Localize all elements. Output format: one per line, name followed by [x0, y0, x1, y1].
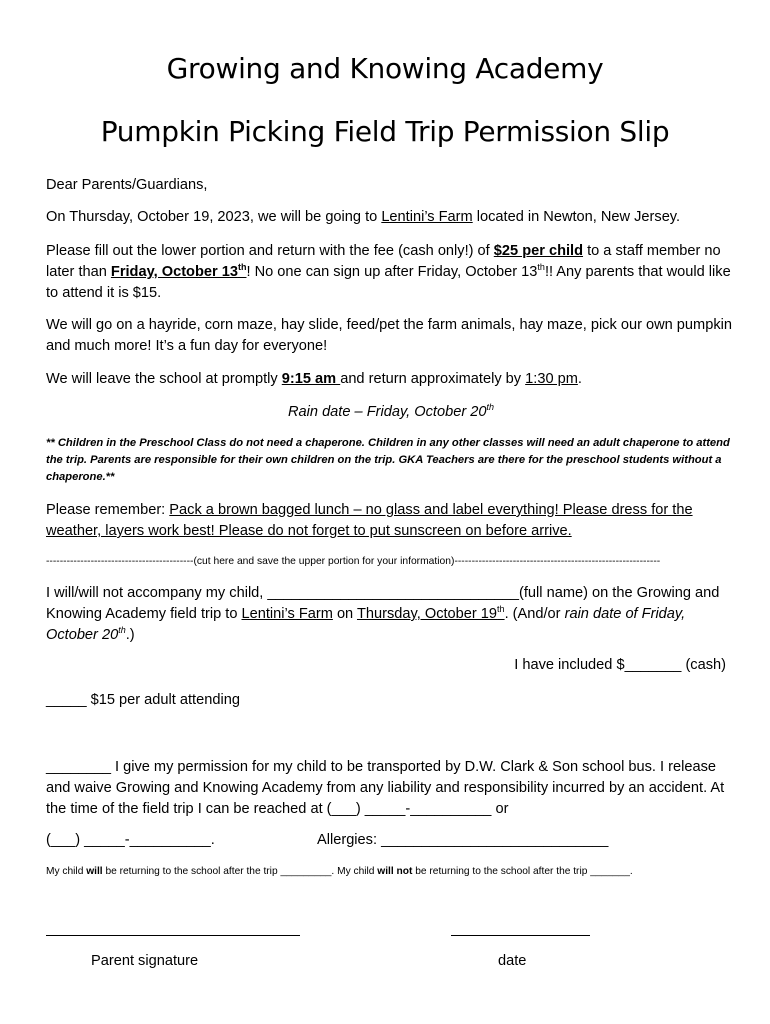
farm-name: Lentini’s Farm [381, 209, 473, 225]
date-label: date [498, 953, 527, 969]
return-text: and return approximately by [340, 371, 526, 387]
parent-signature-line[interactable] [46, 935, 300, 936]
returning-text-b: be returning to the school after the trip _________. My child [102, 866, 378, 877]
accompany-date-suffix: th [497, 604, 505, 615]
phone-2-field[interactable]: (___) _____-__________. [46, 832, 215, 848]
return-time: 1:30 pm [525, 371, 578, 387]
rain-date-text: Rain date – Friday, October 20 [288, 404, 487, 420]
signup-text: ! No one can sign up after Friday, October 13 [246, 264, 538, 280]
leave-time: 9:15 am [281, 371, 341, 387]
signup-suffix: th [537, 262, 545, 273]
greeting: Dear Parents/Guardians, [46, 177, 208, 193]
deadline-text: to a staff member no later than [46, 243, 721, 280]
schedule-end: . [577, 371, 582, 387]
bus-permission-paragraph[interactable]: ________ I give my permission for my child to be transported by D.W. Clark & Son school bus. I release and waive Growing and Knowing Academy from any liability and responsibility incurred by an accident. At the time of the field trip I can be reached at (___) _____-__________ or [46, 759, 725, 817]
accompany-end: .) [125, 627, 135, 643]
reminder-label: Please remember: [46, 502, 170, 518]
accompany-date-text: Thursday, October 19 [356, 606, 498, 622]
deadline-date [111, 264, 247, 280]
rain-date-suffix: th [486, 402, 494, 413]
parent-fee-text: !! Any parents that would like to attend it is $15. [46, 264, 731, 301]
returning-text-c: be returning to the school after the trip _______. [412, 866, 633, 877]
schedule-paragraph [46, 369, 736, 390]
rain-date [46, 402, 736, 423]
accompany-rain-suffix: th [118, 625, 126, 636]
deadline-suffix: th [237, 262, 247, 273]
fee-amount: $25 per child [493, 243, 584, 259]
adult-attending-field[interactable]: _____ $15 per adult attending [46, 692, 240, 708]
payment-included-field[interactable]: I have included $_______ (cash) [514, 657, 726, 673]
accompany-farm: Lentini’s Farm [241, 606, 333, 622]
accompany-rain-text: rain date of Friday, October 20 [46, 606, 686, 643]
parent-signature-label: Parent signature [91, 953, 199, 969]
returning-will: will [86, 866, 103, 877]
fee-paragraph [46, 241, 736, 304]
school-name: Growing and Knowing Academy [166, 52, 604, 85]
reminder-paragraph [46, 500, 736, 542]
trip-date-text: On Thursday, October 19, 2023, we will be going to [46, 209, 382, 225]
accompany-paragraph [46, 583, 736, 646]
accompany-on: on [332, 606, 357, 622]
allergies-field[interactable]: Allergies: ____________________________ [317, 832, 609, 848]
reminder-text: Pack a brown bagged lunch – no glass and label everything! Please dress for the weather, layers work best! Please do not forget to put sunscreen on before arrive. [46, 502, 693, 539]
leave-text: We will leave the school at promptly [46, 371, 282, 387]
chaperone-note: ** Children in the Preschool Class do not need a chaperone. Children in any other classes will need an adult chaperone to attend the trip. Parents are responsible for their own children on the trip. GKA Teachers are there for the preschool students without a chaperone.** [46, 437, 730, 483]
returning-will-not: will not [377, 866, 413, 877]
date-line[interactable] [451, 935, 590, 936]
accompany-and-or: . (And/or [504, 606, 565, 622]
deadline-date-text: Friday, October 13 [110, 264, 238, 280]
cut-line: -------------------------------------------(cut here and save the upper portion for your information)------------------------------------------------------------ [46, 556, 661, 567]
fee-text: Please fill out the lower portion and return with the fee (cash only!) of [46, 243, 494, 259]
accompany-text: I will/will not accompany my child, _______________________________(full name) on the Growing and Knowing Academy field trip to [46, 585, 720, 622]
form-title: Pumpkin Picking Field Trip Permission Slip [100, 115, 670, 148]
trip-date-paragraph [46, 207, 736, 228]
returning-text-a: My child [46, 866, 87, 877]
trip-location-text: located in Newton, New Jersey. [472, 209, 681, 225]
accompany-date [357, 606, 505, 622]
returning-line[interactable] [46, 866, 633, 877]
activities-paragraph: We will go on a hayride, corn maze, hay slide, feed/pet the farm animals, hay maze, pick our own pumpkin and much more! It’s a fun day for everyone! [46, 317, 732, 354]
